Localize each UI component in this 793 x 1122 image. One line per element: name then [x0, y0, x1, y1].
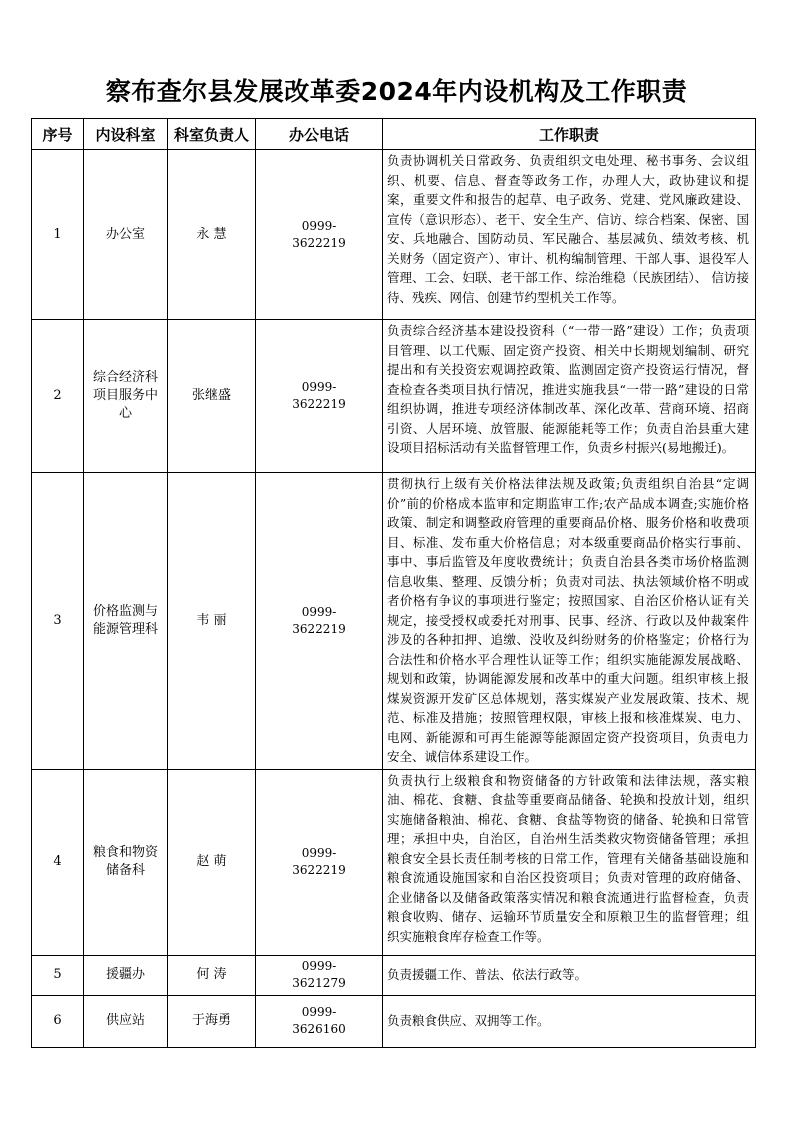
header-dept: 内设科室: [84, 119, 168, 150]
row-dept: 价格监测与能源管理科: [84, 473, 168, 770]
phone-number: 3622219: [292, 235, 346, 250]
table-header-row: [32, 119, 756, 150]
row-phone: [256, 320, 383, 473]
phone-number: 3622219: [292, 621, 346, 636]
row-no: 6: [32, 995, 84, 1047]
row-leader: 于海勇: [168, 995, 256, 1047]
row-duty: 贯彻执行上级有关价格法律法规及政策;负责组织自治县“定调价”前的价格成本监审和定期监审工作;农产品成本调查;实施价格政策、制定和调整政府管理的重要商品价格、服务价格和收费项目、标准、发布重大价格信息；对本级重要商品价格实行事前、事中、事后监管及年度收费统计；负责自治县各类市场价格监测信息收集、整理、反馈分析；负责对司法、执法领域价格不明或者价格有争议的事项进行鉴定；按照国家、自治区价格认证有关规定，接受授权或委托对刑事、民事、经济、行政以及仲裁案件涉及的各种扣押、追缴、没收及纠纷财务的价格鉴定；价格行为合法性和价格水平合理性认证等工作；组织实施能源发展战略、规划和政策，协调能源发展和改革中的重大问题。组织审核上报煤炭资源开发矿区总体规划，落实煤炭产业发展政策、技术、规范、标准及措施；按照管理权限，审核上报和核准煤炭、电力、电网、新能源和可再生能源等能源固定资产投资项目，负责电力安全、诚信体系建设工作。: [383, 473, 756, 770]
row-dept: 粮食和物资储备科: [84, 769, 168, 955]
row-no: 3: [32, 473, 84, 770]
row-leader: 永 慧: [168, 150, 256, 320]
row-dept: 综合经济科项目服务中心: [84, 320, 168, 473]
phone-prefix: 0999-: [301, 1005, 337, 1019]
row-phone: [256, 150, 383, 320]
row-no: 1: [32, 150, 84, 320]
table-row: [32, 955, 756, 995]
table-row: [32, 769, 756, 955]
duty-table: [31, 118, 756, 1048]
header-duty: 工作职责: [383, 119, 756, 150]
row-no: 5: [32, 955, 84, 995]
header-leader: 科室负责人: [168, 119, 256, 150]
row-phone: [256, 473, 383, 770]
phone-prefix: 0999-: [301, 218, 337, 233]
row-no: 2: [32, 320, 84, 473]
row-phone: [256, 995, 383, 1047]
table-row: [32, 150, 756, 320]
row-leader: 韦 丽: [168, 473, 256, 770]
row-phone: [256, 769, 383, 955]
page-title: 察布查尔县发展改革委2024年内设机构及工作职责: [105, 77, 688, 106]
row-duty: 负责执行上级粮食和物资储备的方针政策和法律法规，落实粮油、棉花、食糖、食盐等重要商品储备、轮换和投放计划，组织实施储备粮油、棉花、食糖、食盐等物资的储备、轮换和日常管理；承担中央，自治区，自治州生活类救灾物资储备管理；承担粮食安全县长责任制考核的日常工作，管理有关储备基础设施和粮食流通设施国家和自治区投资项目；负责对管理的政府储备、企业储备以及储备政策落实情况和粮食流通进行监督检查，负责粮食收购、储存、运输环节质量安全和原粮卫生的监督管理；组织实施粮食库存检查工作等。: [383, 769, 756, 955]
header-no: 序号: [32, 119, 84, 150]
table-row: [32, 995, 756, 1047]
row-dept: 供应站: [84, 995, 168, 1047]
row-duty: 负责协调机关日常政务、负责组织文电处理、秘书事务、会议组织、机要、信息、督查等政务工作，办理人大，政协建议和提案，重要文件和报告的起草、电子政务、党建、党风廉政建设、宣传（意识形态）、老干、安全生产、信访、综合档案、保密、国安、兵地融合、国防动员、军民融合、基层减负、绩效考核、机关财务（固定资产）、审计、机构编制管理、干部人事、退役军人管理、工会、妇联、老干部工作、综治维稳（民族团结）、 信访接待、残疾、网信、创建节约型机关工作等。: [383, 150, 756, 320]
table-row: [32, 473, 756, 770]
row-duty: 负责综合经济基本建设投资科（“一带一路”建设）工作；负责项目管理、以工代赈、固定资产投资、相关中长期规划编制、研究提出和有关投资宏观调控政策、监测固定资产投资运行情况，督查检查各类项目执行情况，推进实施我县“一带一路”建设的日常组织协调，推进专项经济体制改革、深化改革、营商环境、招商引资、人居环境、放管服、能源能耗等工作；负责自治县重大建设项目招标活动有关监督管理工作，负责乡村振兴(易地搬迁)。: [383, 320, 756, 473]
phone-number: 3621279: [292, 976, 346, 990]
phone-number: 3626160: [292, 1022, 346, 1036]
row-dept: 办公室: [84, 150, 168, 320]
phone-prefix: 0999-: [301, 846, 337, 860]
row-leader: 赵 萌: [168, 769, 256, 955]
row-leader: 何 涛: [168, 955, 256, 995]
table-row: [32, 320, 756, 473]
row-no: 4: [32, 769, 84, 955]
row-duty: 负责援疆工作、普法、依法行政等。: [383, 955, 756, 995]
header-phone: 办公电话: [256, 119, 383, 150]
phone-prefix: 0999-: [301, 959, 337, 973]
phone-prefix: 0999-: [301, 604, 337, 619]
row-leader: 张继盛: [168, 320, 256, 473]
phone-number: 3622219: [292, 397, 346, 411]
phone-prefix: 0999-: [301, 380, 337, 394]
row-duty: 负责粮食供应、双拥等工作。: [383, 995, 756, 1047]
row-phone: [256, 955, 383, 995]
row-dept: 援疆办: [84, 955, 168, 995]
phone-number: 3622219: [292, 863, 346, 877]
